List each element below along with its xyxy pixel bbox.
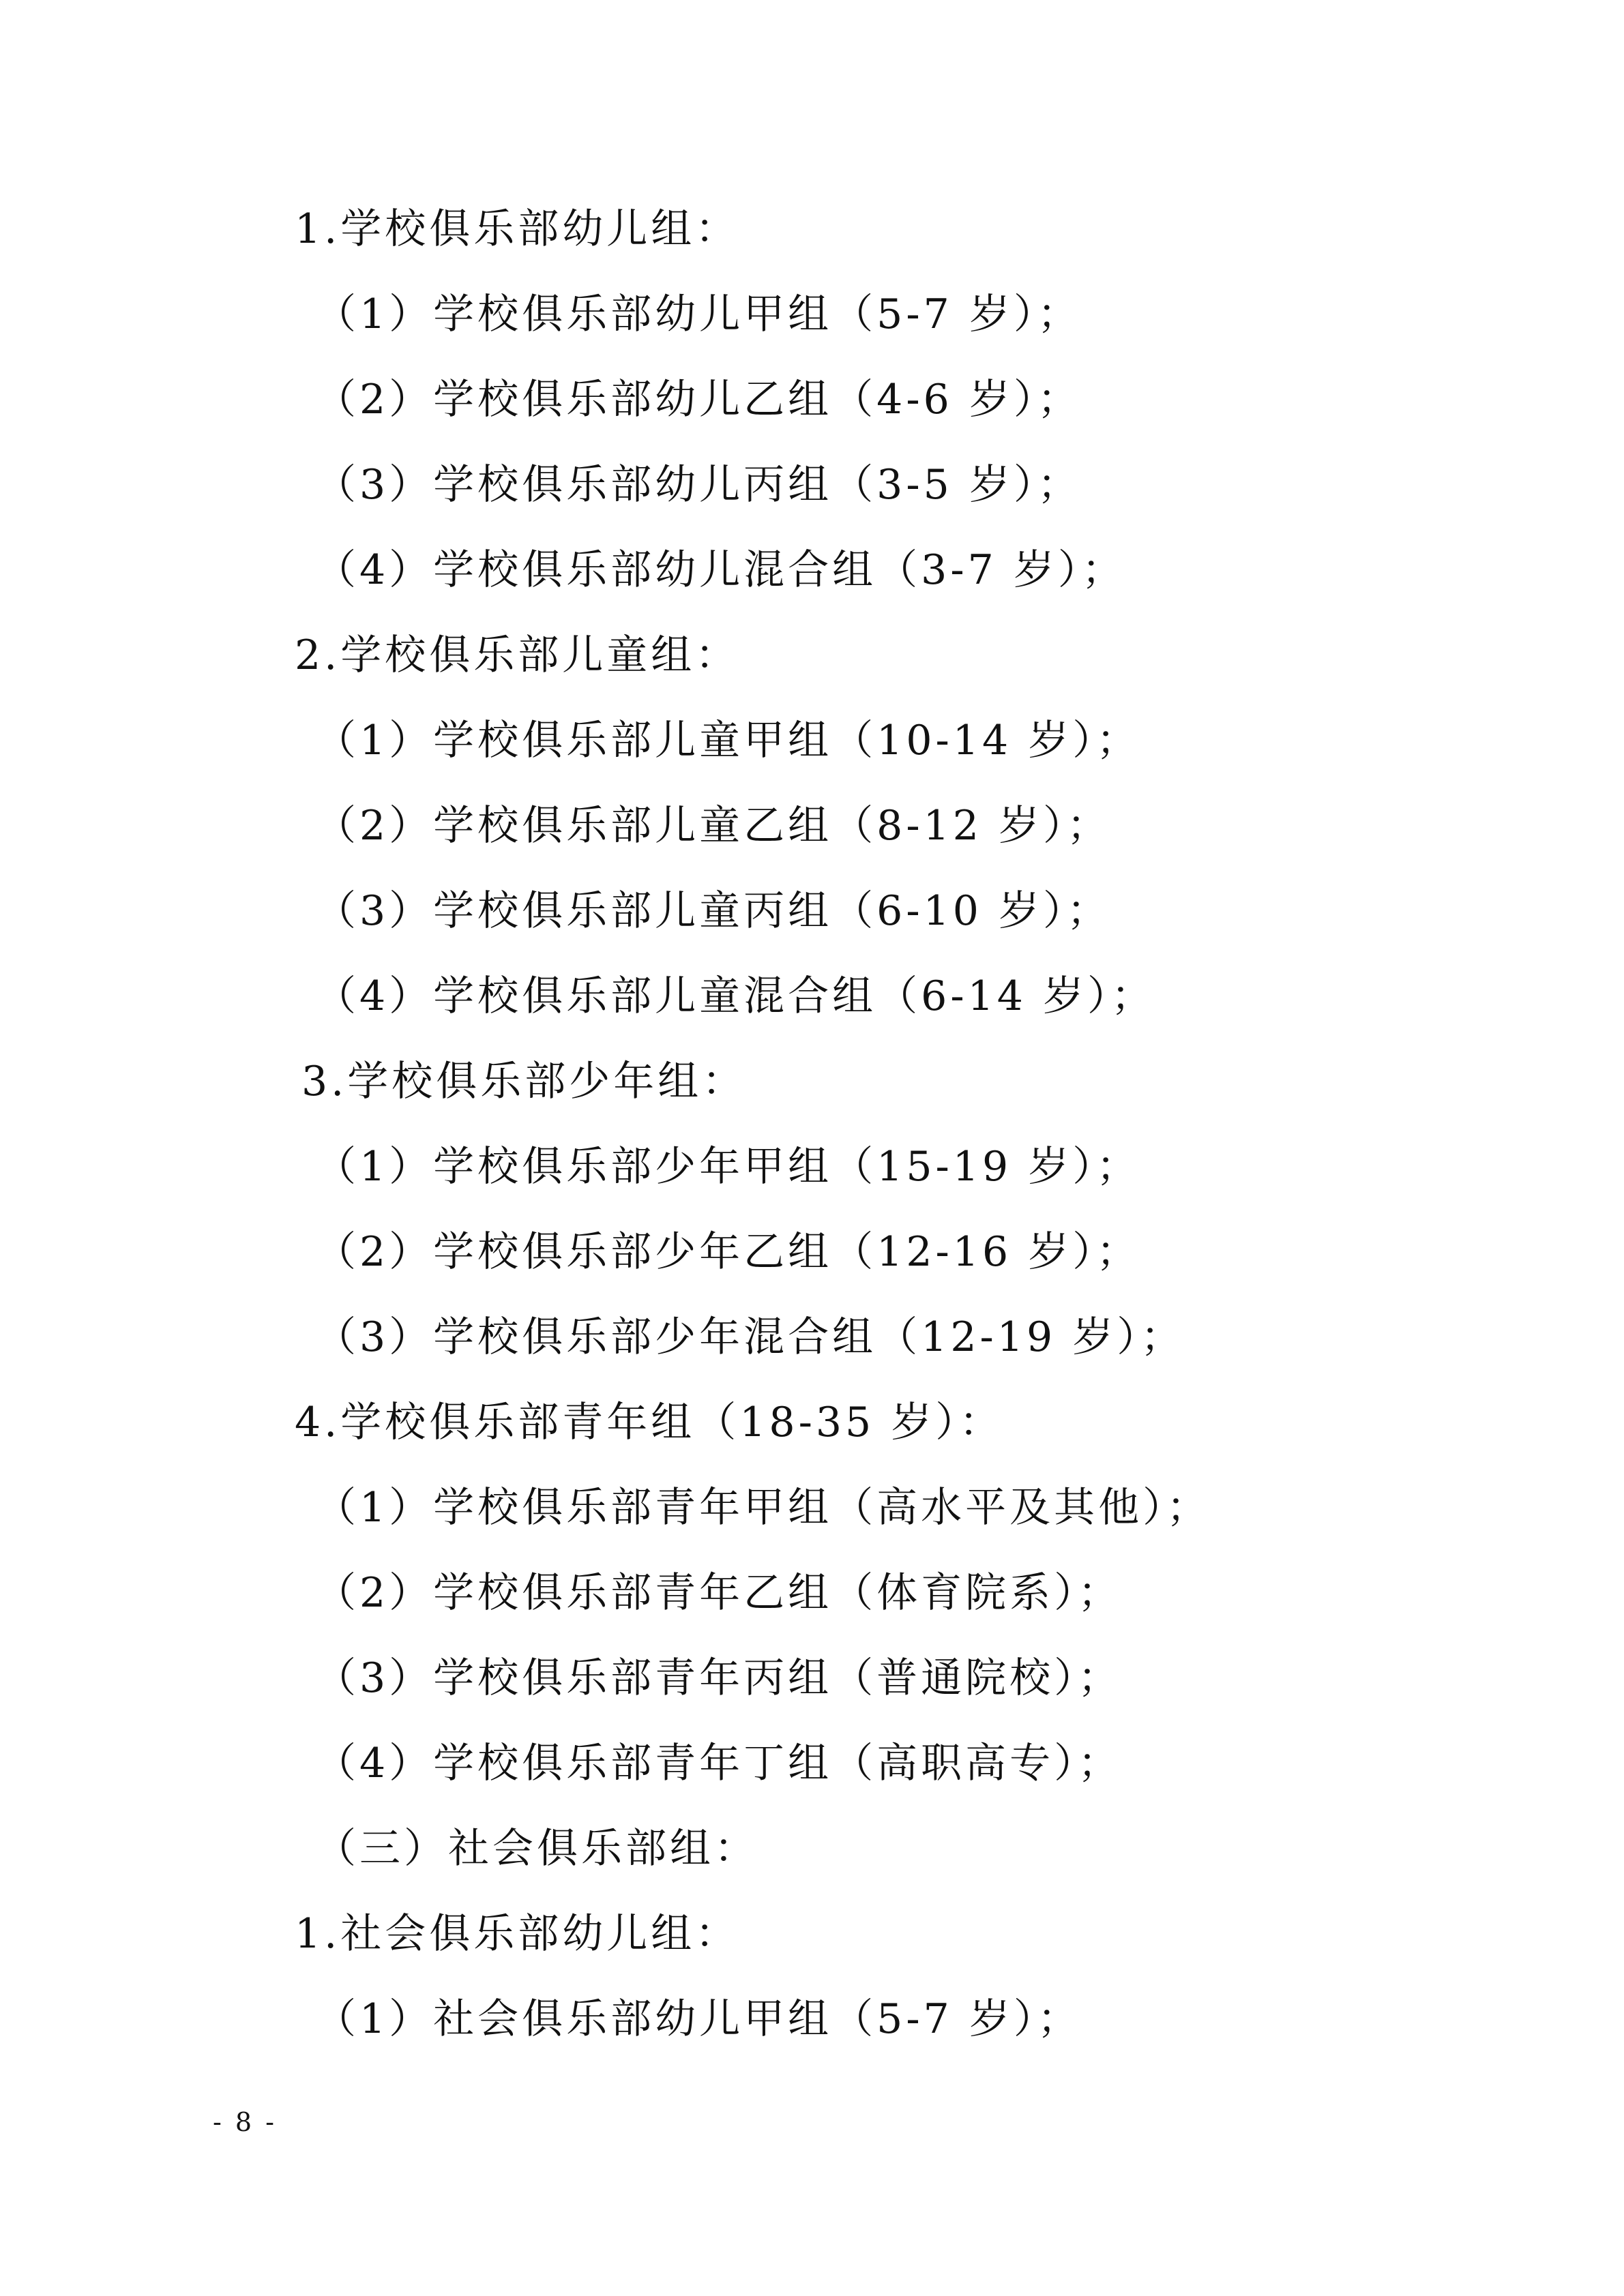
- list-item: （4）学校俱乐部幼儿混合组（3-7 岁）；: [315, 546, 1126, 594]
- list-item: （2）学校俱乐部幼儿乙组（4-6 岁）；: [315, 376, 1082, 423]
- list-item: （3）学校俱乐部幼儿丙组（3-5 岁）；: [315, 461, 1082, 509]
- section-heading-social-preschool: 1.社会俱乐部幼儿组：: [295, 1910, 740, 1958]
- list-item: （2）学校俱乐部少年乙组（12-16 岁）；: [315, 1228, 1141, 1276]
- list-item: （3）学校俱乐部青年丙组（普通院校）；: [315, 1654, 1123, 1702]
- page-number: - 8 -: [213, 2107, 278, 2137]
- list-item: （2）学校俱乐部儿童乙组（8-12 岁）；: [315, 802, 1112, 850]
- section-heading-school-children: 2.学校俱乐部儿童组：: [295, 631, 740, 679]
- section-heading-school-youth: 4.学校俱乐部青年组（18-35 岁）：: [295, 1399, 1004, 1446]
- list-item: （3）学校俱乐部少年混合组（12-19 岁）；: [315, 1313, 1185, 1361]
- list-item: （1）学校俱乐部儿童甲组（10-14 岁）；: [315, 717, 1141, 764]
- list-item: （1）学校俱乐部少年甲组（15-19 岁）；: [315, 1143, 1141, 1191]
- list-item: （4）学校俱乐部儿童混合组（6-14 岁）；: [315, 972, 1156, 1020]
- list-item: （1）社会俱乐部幼儿甲组（5-7 岁）；: [315, 1995, 1082, 2043]
- list-item: （1）学校俱乐部青年甲组（高水平及其他）；: [315, 1484, 1211, 1532]
- section-heading-social-club: （三）社会俱乐部组：: [315, 1825, 758, 1873]
- list-item: （2）学校俱乐部青年乙组（体育院系）；: [315, 1569, 1123, 1617]
- list-item: （4）学校俱乐部青年丁组（高职高专）；: [315, 1740, 1123, 1787]
- list-item: （1）学校俱乐部幼儿甲组（5-7 岁）；: [315, 290, 1082, 338]
- section-heading-school-preschool: 1.学校俱乐部幼儿组：: [295, 205, 740, 253]
- list-item: （3）学校俱乐部儿童丙组（6-10 岁）；: [315, 887, 1112, 935]
- section-heading-school-juvenile: 3.学校俱乐部少年组：: [301, 1058, 747, 1105]
